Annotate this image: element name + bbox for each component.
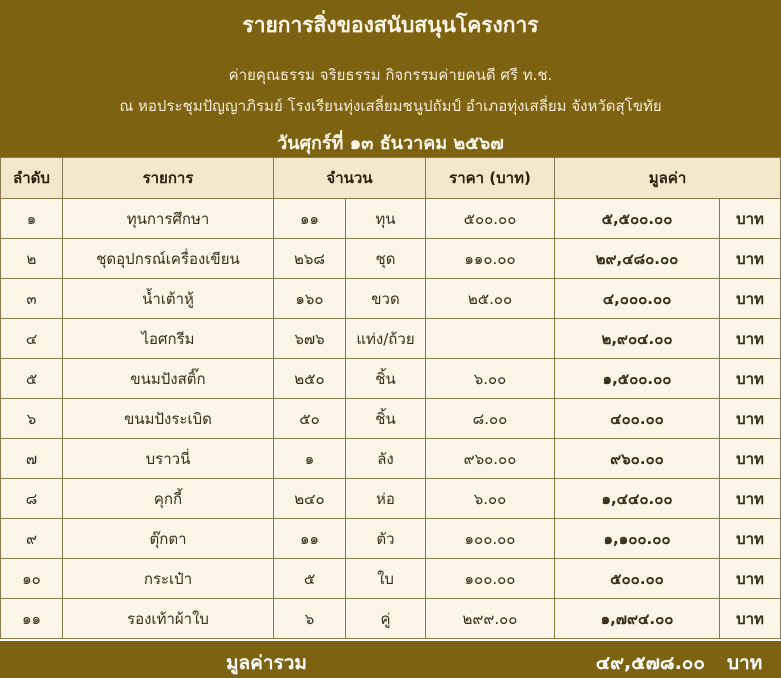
quantity-value: ๒๖๘ (274, 239, 346, 279)
table-row (1, 239, 781, 279)
total-value: ๙๖๐.๐๐ (555, 439, 720, 479)
currency-label: บาท (720, 439, 781, 479)
venue-subtitle: ณ หอประชุมปัญญาภิรมย์ โรงเรียนทุ่งเสลี่ยมชนูปถัมป์ อำเภอทุ่งเสลี่ยม จังหวัดสุโขทัย (119, 97, 662, 115)
quantity-value: ๒๕๐ (274, 359, 346, 399)
total-label: มูลค่ารวม (226, 652, 307, 674)
quantity-value: ๑ (274, 439, 346, 479)
quantity-unit: ชิ้น (346, 359, 426, 399)
column-header-price: ราคา (บาท) (426, 158, 555, 199)
quantity-unit: ชุด (346, 239, 426, 279)
row-number: ๖ (1, 399, 63, 439)
unit-price: ๕๐๐.๐๐ (426, 199, 555, 239)
project-subtitle: ค่ายคุณธรรม จริยธรรม กิจกรรมค่ายคนดี ศรี ท.ช. (228, 66, 553, 84)
total-value: ๕๐๐.๐๐ (555, 559, 720, 599)
quantity-unit: ลัง (346, 439, 426, 479)
row-number: ๔ (1, 319, 63, 359)
total-value: ๒,๙๐๔.๐๐ (555, 319, 720, 359)
item-name: ขนมปังระเบิด (63, 399, 274, 439)
total-value: ๑,๑๐๐.๐๐ (555, 519, 720, 559)
item-name: กระเป๋า (63, 559, 274, 599)
currency-label: บาท (720, 279, 781, 319)
unit-price: ๖.๐๐ (426, 359, 555, 399)
column-header-no: ลำดับ (1, 158, 63, 199)
table-row (1, 559, 781, 599)
quantity-value: ๕๐ (274, 399, 346, 439)
quantity-value: ๕ (274, 559, 346, 599)
total-value: ๒๙,๔๘๐.๐๐ (555, 239, 720, 279)
quantity-unit: ทุน (346, 199, 426, 239)
quantity-unit: คู่ (346, 599, 426, 639)
document-header (0, 0, 781, 157)
unit-price: ๑๐๐.๐๐ (426, 519, 555, 559)
total-value: ๑,๔๔๐.๐๐ (555, 479, 720, 519)
currency-label: บาท (720, 519, 781, 559)
table-row (1, 599, 781, 639)
table-header-row (1, 158, 781, 199)
currency-label: บาท (720, 399, 781, 439)
table-row (1, 199, 781, 239)
total-value: ๔,๐๐๐.๐๐ (555, 279, 720, 319)
item-name: ขนมปังสติ๊ก (63, 359, 274, 399)
row-number: ๑ (1, 199, 63, 239)
currency-label: บาท (720, 559, 781, 599)
quantity-unit: ใบ (346, 559, 426, 599)
grand-total-value: ๔๙,๕๗๘.๐๐ (595, 652, 705, 674)
row-number: ๓ (1, 279, 63, 319)
quantity-unit: ตัว (346, 519, 426, 559)
unit-price: ๑๑๐.๐๐ (426, 239, 555, 279)
quantity-value: ๑๖๐ (274, 279, 346, 319)
quantity-unit: แท่ง/ถ้วย (346, 319, 426, 359)
event-date: วันศุกร์ที่ ๑๓ ธันวาคม ๒๕๖๗ (277, 133, 504, 154)
total-currency-label: บาท (727, 652, 763, 674)
table-row (1, 359, 781, 399)
total-value: ๑,๕๐๐.๐๐ (555, 359, 720, 399)
total-footer (0, 641, 781, 678)
document-title: รายการสิ่งของสนับสนุนโครงการ (242, 13, 539, 37)
currency-label: บาท (720, 479, 781, 519)
row-number: ๗ (1, 439, 63, 479)
row-number: ๘ (1, 479, 63, 519)
item-name: ไอศกรีม (63, 319, 274, 359)
table-row (1, 479, 781, 519)
total-value: ๔๐๐.๐๐ (555, 399, 720, 439)
unit-price: ๘.๐๐ (426, 399, 555, 439)
item-name: บราวนี่ (63, 439, 274, 479)
unit-price (426, 319, 555, 359)
item-name: น้ำเต้าหู้ (63, 279, 274, 319)
currency-label: บาท (720, 239, 781, 279)
table-row (1, 279, 781, 319)
quantity-unit: ห่อ (346, 479, 426, 519)
quantity-value: ๒๔๐ (274, 479, 346, 519)
row-number: ๕ (1, 359, 63, 399)
unit-price: ๒๙๙.๐๐ (426, 599, 555, 639)
item-name: รองเท้าผ้าใบ (63, 599, 274, 639)
row-number: ๒ (1, 239, 63, 279)
total-value: ๑,๗๙๔.๐๐ (555, 599, 720, 639)
column-header-quantity: จำนวน (274, 158, 426, 199)
item-name: คุกกี้ (63, 479, 274, 519)
quantity-value: ๑๑ (274, 519, 346, 559)
row-number: ๑๐ (1, 559, 63, 599)
item-name: ทุนการศึกษา (63, 199, 274, 239)
quantity-unit: ชิ้น (346, 399, 426, 439)
item-name: ชุดอุปกรณ์เครื่องเขียน (63, 239, 274, 279)
column-header-value: มูลค่า (555, 158, 781, 199)
unit-price: ๒๕.๐๐ (426, 279, 555, 319)
item-name: ตุ๊กตา (63, 519, 274, 559)
table-row (1, 319, 781, 359)
column-header-item: รายการ (63, 158, 274, 199)
quantity-value: ๖๗๖ (274, 319, 346, 359)
donation-table (0, 157, 781, 639)
unit-price: ๑๐๐.๐๐ (426, 559, 555, 599)
table-row (1, 399, 781, 439)
total-value: ๕,๕๐๐.๐๐ (555, 199, 720, 239)
currency-label: บาท (720, 359, 781, 399)
quantity-value: ๖ (274, 599, 346, 639)
unit-price: ๖.๐๐ (426, 479, 555, 519)
quantity-unit: ขวด (346, 279, 426, 319)
row-number: ๙ (1, 519, 63, 559)
currency-label: บาท (720, 199, 781, 239)
table-row (1, 439, 781, 479)
currency-label: บาท (720, 319, 781, 359)
row-number: ๑๑ (1, 599, 63, 639)
currency-label: บาท (720, 599, 781, 639)
table-row (1, 519, 781, 559)
quantity-value: ๑๑ (274, 199, 346, 239)
unit-price: ๙๖๐.๐๐ (426, 439, 555, 479)
